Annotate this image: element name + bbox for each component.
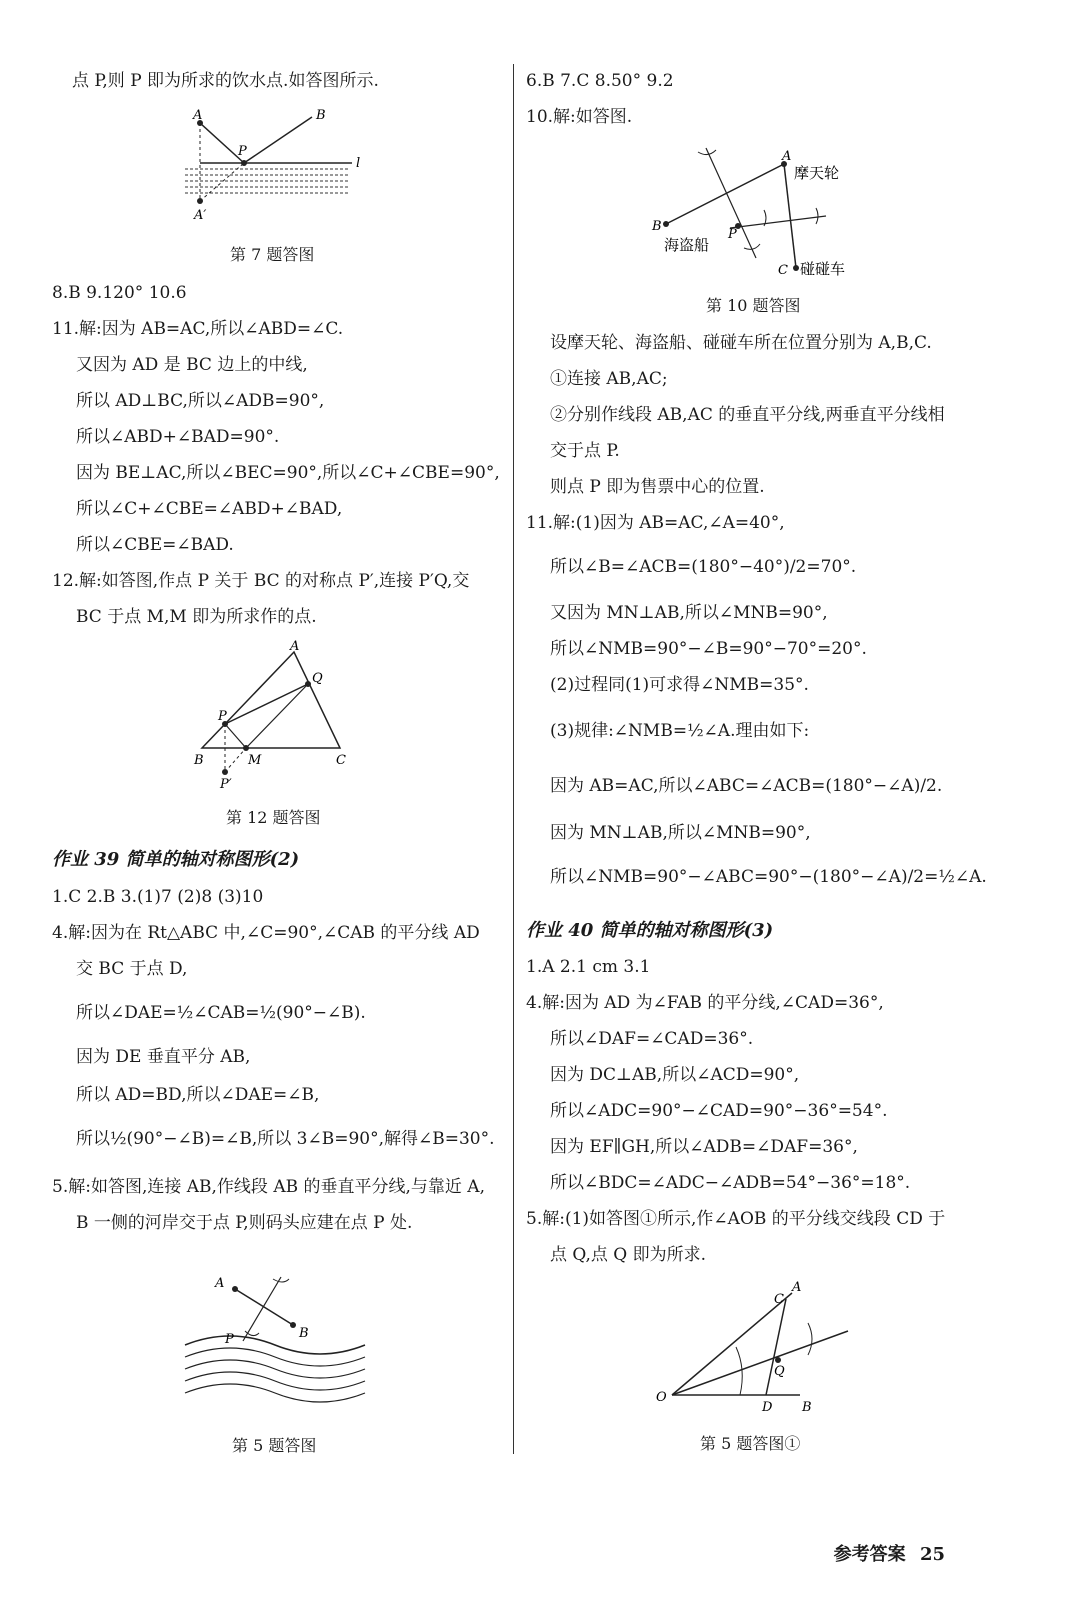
text-line: 点 Q,点 Q 即为所求. bbox=[550, 1245, 707, 1265]
label-b: B bbox=[652, 219, 662, 234]
text-line: 所以∠DAF=∠CAD=36°. bbox=[550, 1029, 754, 1049]
figure-caption: 第 10 题答图 bbox=[706, 296, 801, 315]
text-line: 10.解:如答图. bbox=[526, 107, 633, 127]
text-line: 所以½(90°−∠B)=∠B,所以 3∠B=90°,解得∠B=30°. bbox=[76, 1129, 495, 1149]
text-line: 点 P,则 P 即为所求的饮水点.如答图所示. bbox=[72, 71, 379, 91]
section-heading: 作业 39 简单的轴对称图形(2) bbox=[52, 849, 300, 870]
section-heading: 作业 40 简单的轴对称图形(3) bbox=[526, 920, 774, 941]
text-line: 所以∠NMB=90°−∠ABC=90°−(180°−∠A)/2=½∠A. bbox=[550, 867, 987, 887]
label-q: Q bbox=[312, 671, 323, 686]
label-c: C bbox=[778, 263, 788, 278]
text-line: 所以∠NMB=90°−∠B=90°−70°=20°. bbox=[550, 639, 867, 659]
column-divider bbox=[513, 64, 514, 1454]
text-line: 因为 EF∥GH,所以∠ADB=∠DAF=36°, bbox=[550, 1137, 858, 1157]
figure-caption: 第 7 题答图 bbox=[230, 245, 315, 264]
figure-caption: 第 5 题答图① bbox=[700, 1434, 801, 1453]
figure-12 bbox=[190, 640, 370, 790]
figure-caption: 第 5 题答图 bbox=[232, 1436, 317, 1455]
label-p: P bbox=[238, 144, 247, 159]
label-a: A bbox=[792, 1280, 802, 1295]
figure-5-1 bbox=[650, 1275, 870, 1425]
label-l: l bbox=[356, 156, 361, 171]
text-line: 11.解:因为 AB=AC,所以∠ABD=∠C. bbox=[52, 319, 344, 339]
label-a: A bbox=[193, 108, 203, 123]
figure-10 bbox=[650, 138, 870, 278]
text-line: 交于点 P. bbox=[550, 441, 620, 461]
text-line: 11.解:(1)因为 AB=AC,∠A=40°, bbox=[526, 513, 785, 533]
label-b: B bbox=[802, 1400, 812, 1415]
text-line: 因为 BE⊥AC,所以∠BEC=90°,所以∠C+∠CBE=90°, bbox=[76, 463, 500, 483]
text-line: 所以∠C+∠CBE=∠ABD+∠BAD, bbox=[76, 499, 343, 519]
label-c: C bbox=[336, 753, 346, 768]
text-line: 因为 MN⊥AB,所以∠MNB=90°, bbox=[550, 823, 811, 843]
text-line: 4.解:因为在 Rt△ABC 中,∠C=90°,∠CAB 的平分线 AD bbox=[52, 923, 480, 943]
figure-caption: 第 12 题答图 bbox=[226, 808, 321, 827]
label-q: Q bbox=[774, 1364, 785, 1379]
page-footer bbox=[834, 1540, 945, 1566]
text-line: 所以∠BDC=∠ADC−∠ADB=54°−36°=18°. bbox=[550, 1173, 911, 1193]
text-line: 6.B 7.C 8.50° 9.2 bbox=[526, 71, 674, 91]
page-number: 25 bbox=[919, 1544, 945, 1565]
text-line: 所以∠ADC=90°−∠CAD=90°−36°=54°. bbox=[550, 1101, 888, 1121]
text-line: 因为 DC⊥AB,所以∠ACD=90°, bbox=[550, 1065, 800, 1085]
figure-5 bbox=[185, 1265, 375, 1415]
label-o: O bbox=[656, 1390, 667, 1405]
figure-7 bbox=[180, 105, 380, 225]
text-line: 4.解:因为 AD 为∠FAB 的平分线,∠CAD=36°, bbox=[526, 993, 884, 1013]
label-a: A bbox=[782, 149, 792, 164]
text-line: 1.C 2.B 3.(1)7 (2)8 (3)10 bbox=[52, 887, 264, 907]
label-a: A bbox=[215, 1276, 225, 1291]
label-bumper-car: 碰碰车 bbox=[800, 260, 846, 278]
text-line: 12.解:如答图,作点 P 关于 BC 的对称点 P′,连接 P′Q,交 bbox=[52, 571, 470, 591]
text-line: 8.B 9.120° 10.6 bbox=[52, 283, 187, 303]
label-p: P bbox=[218, 709, 227, 724]
text-line: 所以∠ABD+∠BAD=90°. bbox=[76, 427, 280, 447]
text-line: 因为 AB=AC,所以∠ABC=∠ACB=(180°−∠A)/2. bbox=[550, 776, 943, 796]
text-line: 所以 AD⊥BC,所以∠ADB=90°, bbox=[76, 391, 325, 411]
text-line: ①连接 AB,AC; bbox=[550, 369, 668, 389]
label-c: C bbox=[774, 1292, 784, 1307]
label-a: A bbox=[290, 639, 300, 654]
label-pirate-ship: 海盗船 bbox=[664, 236, 710, 254]
text-line: (2)过程同(1)可求得∠NMB=35°. bbox=[550, 675, 809, 695]
footer-label: 参考答案 bbox=[833, 1544, 906, 1565]
label-a-prime: A′ bbox=[194, 208, 207, 223]
text-line: 设摩天轮、海盗船、碰碰车所在位置分别为 A,B,C. bbox=[550, 333, 932, 353]
label-b: B bbox=[299, 1326, 309, 1341]
label-b: B bbox=[316, 108, 326, 123]
text-line: 所以 AD=BD,所以∠DAE=∠B, bbox=[76, 1085, 320, 1105]
label-d: D bbox=[762, 1400, 773, 1415]
label-ferris-wheel: 摩天轮 bbox=[794, 164, 840, 182]
label-p-prime: P′ bbox=[220, 777, 232, 792]
label-p: P bbox=[728, 227, 737, 242]
text-line: (3)规律:∠NMB=½∠A.理由如下: bbox=[550, 721, 810, 741]
text-line: 则点 P 即为售票中心的位置. bbox=[550, 477, 765, 497]
text-line: 所以∠CBE=∠BAD. bbox=[76, 535, 234, 555]
text-line: 5.解:(1)如答图①所示,作∠AOB 的平分线交线段 CD 于 bbox=[526, 1209, 946, 1229]
text-line: 又因为 AD 是 BC 边上的中线, bbox=[76, 355, 308, 375]
text-line: 因为 DE 垂直平分 AB, bbox=[76, 1047, 251, 1067]
label-m: M bbox=[248, 753, 262, 768]
label-p: P bbox=[225, 1332, 234, 1347]
text-line: 5.解:如答图,连接 AB,作线段 AB 的垂直平分线,与靠近 A, bbox=[52, 1177, 485, 1197]
text-line: 1.A 2.1 cm 3.1 bbox=[526, 957, 651, 977]
label-b: B bbox=[194, 753, 204, 768]
text-line: BC 于点 M,M 即为所求作的点. bbox=[76, 607, 317, 627]
text-line: 又因为 MN⊥AB,所以∠MNB=90°, bbox=[550, 603, 828, 623]
text-line: B 一侧的河岸交于点 P,则码头应建在点 P 处. bbox=[76, 1213, 413, 1233]
text-line: 交 BC 于点 D, bbox=[76, 959, 188, 979]
text-line: 所以∠B=∠ACB=(180°−40°)/2=70°. bbox=[550, 557, 857, 577]
text-line: 所以∠DAE=½∠CAB=½(90°−∠B). bbox=[76, 1003, 366, 1023]
text-line: ②分别作线段 AB,AC 的垂直平分线,两垂直平分线相 bbox=[550, 405, 945, 425]
